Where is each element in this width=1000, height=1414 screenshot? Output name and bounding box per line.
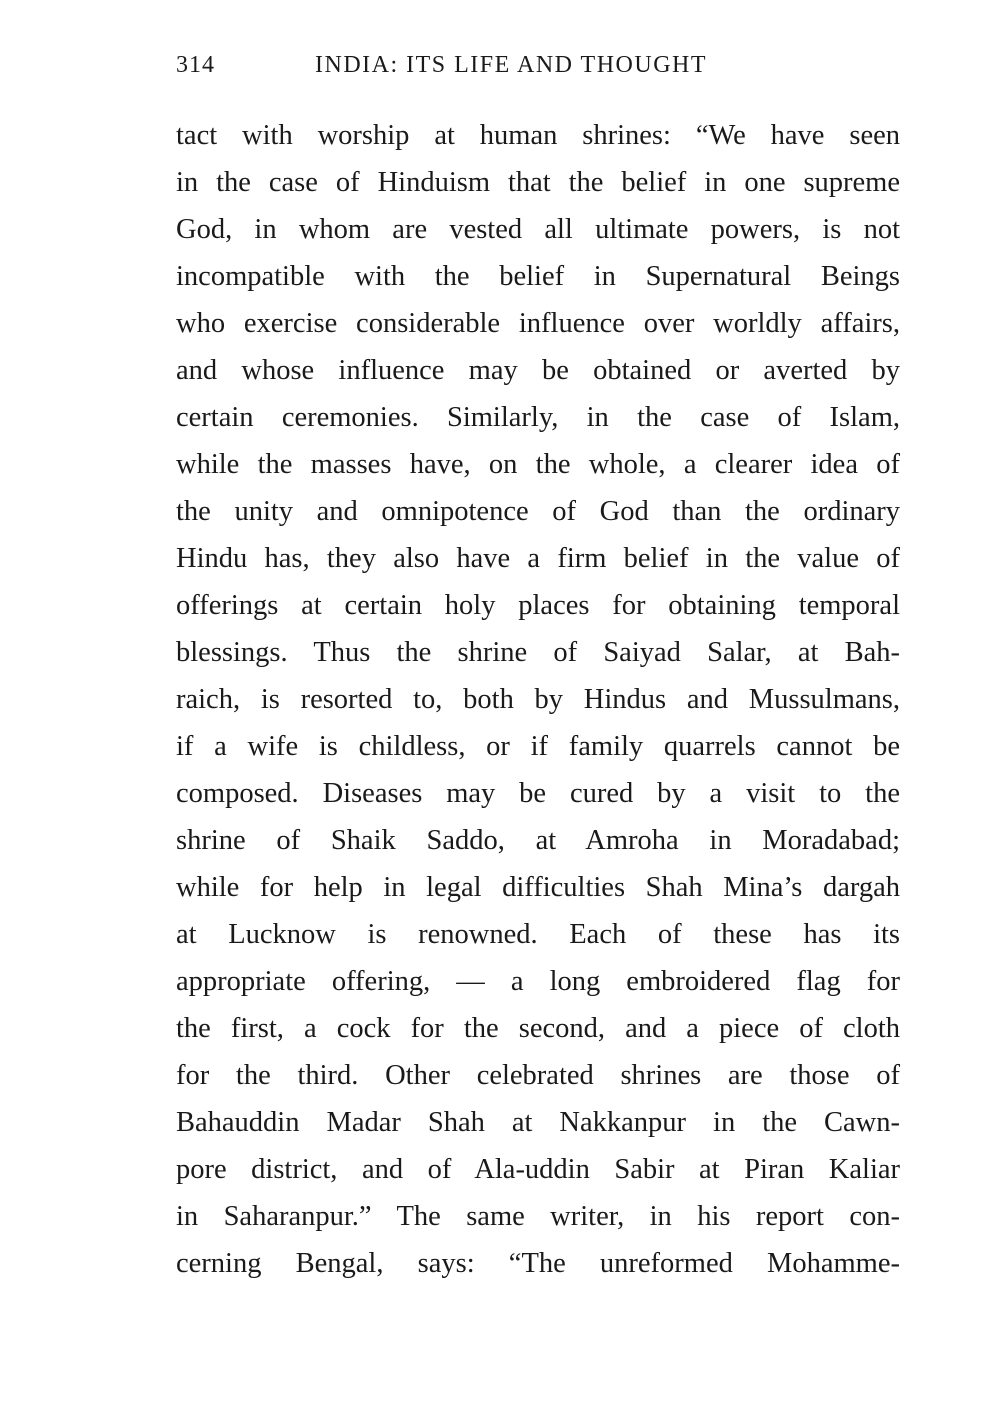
text-line: the first, a cock for the second, and a piece of cloth bbox=[176, 1013, 900, 1044]
text-line: at Lucknow is renowned. Each of these has its bbox=[176, 919, 900, 950]
running-head bbox=[176, 52, 761, 86]
text-line: incompatible with the belief in Supernatural Beings bbox=[176, 261, 900, 292]
text-line: shrine of Shaik Saddo, at Amroha in Moradabad; bbox=[176, 825, 900, 856]
text-line: blessings. Thus the shrine of Saiyad Salar, at Bah- bbox=[176, 637, 900, 668]
running-head-title: INDIA: ITS LIFE AND THOUGHT bbox=[315, 52, 708, 78]
text-line: who exercise considerable influence over worldly affairs, bbox=[176, 308, 900, 339]
text-line: God, in whom are vested all ultimate powers, is not bbox=[176, 214, 900, 245]
text-line: if a wife is childless, or if family quarrels cannot be bbox=[176, 731, 900, 762]
text-line: in the case of Hinduism that the belief in one supreme bbox=[176, 167, 900, 198]
text-line: in Saharanpur.” The same writer, in his report con- bbox=[176, 1201, 900, 1232]
text-line: certain ceremonies. Similarly, in the case of Islam, bbox=[176, 402, 900, 433]
text-line: the unity and omnipotence of God than the ordinary bbox=[176, 496, 900, 527]
text-line: pore district, and of Ala-uddin Sabir at Piran Kaliar bbox=[176, 1154, 900, 1185]
text-line: cerning Bengal, says: “The unreformed Mohamme- bbox=[176, 1248, 900, 1279]
text-line: Hindu has, they also have a firm belief in the value of bbox=[176, 543, 900, 574]
text-line: offerings at certain holy places for obtaining temporal bbox=[176, 590, 900, 621]
text-line: raich, is resorted to, both by Hindus and Mussulmans, bbox=[176, 684, 900, 715]
text-line: composed. Diseases may be cured by a visit to the bbox=[176, 778, 900, 809]
text-line: appropriate offering, — a long embroidered flag for bbox=[176, 966, 900, 997]
text-line: while for help in legal difficulties Shah Mina’s dargah bbox=[176, 872, 900, 903]
text-line: Bahauddin Madar Shah at Nakkanpur in the Cawn- bbox=[176, 1107, 900, 1138]
page-number: 314 bbox=[176, 52, 215, 78]
text-line: while the masses have, on the whole, a clearer idea of bbox=[176, 449, 900, 480]
text-line: and whose influence may be obtained or averted by bbox=[176, 355, 900, 386]
text-line: tact with worship at human shrines: “We have seen bbox=[176, 120, 900, 151]
text-line: for the third. Other celebrated shrines are those of bbox=[176, 1060, 900, 1091]
body-text bbox=[176, 112, 900, 1287]
